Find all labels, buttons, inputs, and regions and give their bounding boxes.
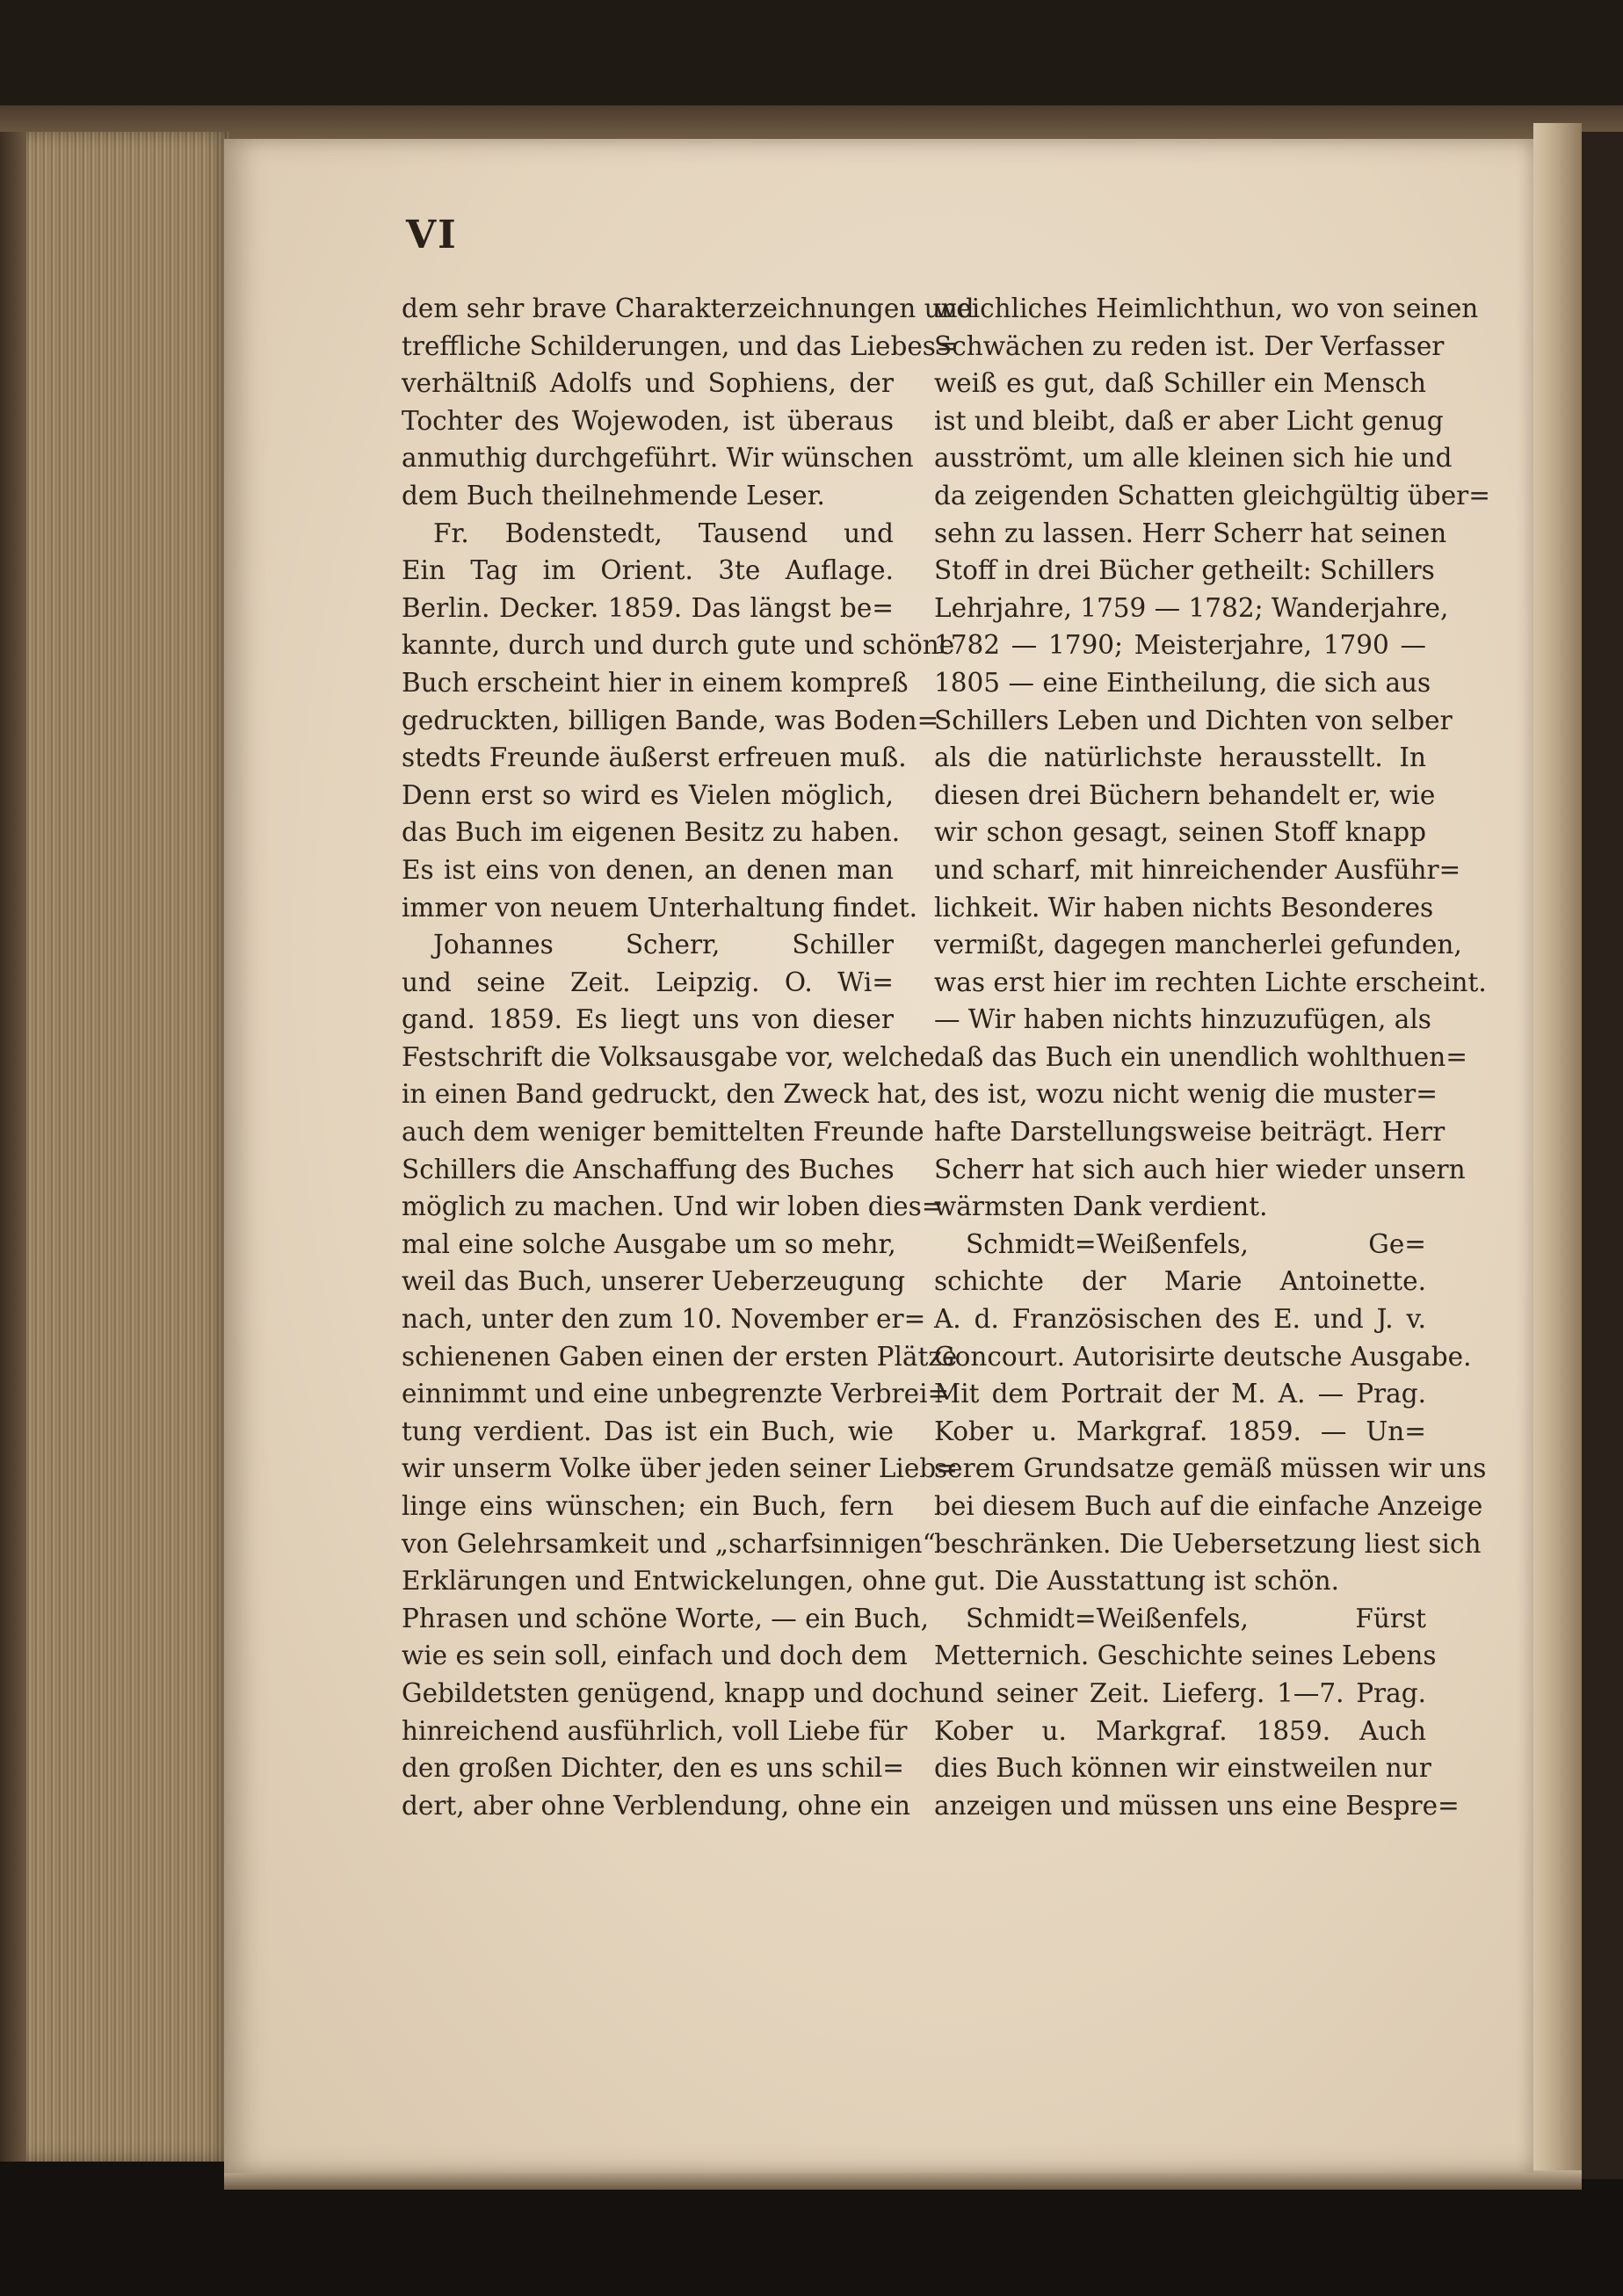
text-line: A. d. Französischen des E. und J. v.	[934, 1304, 1426, 1335]
text-line: immer von neuem Unterhaltung findet.	[402, 892, 918, 923]
text-line: Ein Tag im Orient. 3te Auflage.	[402, 555, 894, 586]
text-line: kannte, durch und durch gute und schöne	[402, 630, 955, 661]
text-line: sehn zu lassen. Herr Scherr hat seinen	[934, 518, 1447, 548]
text-line: da zeigenden Schatten gleichgültig über=	[934, 480, 1490, 511]
text-line: nach, unter den zum 10. November er=	[402, 1304, 926, 1335]
text-line: Schmidt=Weißenfels, Ge=	[966, 1228, 1426, 1259]
text-line: Schwächen zu reden ist. Der Verfasser	[934, 330, 1445, 361]
text-line: was erst hier im rechten Lichte erscheint.	[934, 967, 1487, 997]
text-line: Kober u. Markgraf. 1859. — Un=	[934, 1416, 1426, 1446]
text-line: hinreichend ausführlich, voll Liebe für	[402, 1715, 908, 1746]
text-line: auch dem weniger bemittelten Freunde	[402, 1117, 924, 1148]
text-line: Johannes Scherr, Schiller	[433, 930, 894, 960]
text-line: möglich zu machen. Und wir loben dies=	[402, 1191, 944, 1222]
text-line: Scherr hat sich auch hier wieder unsern	[934, 1154, 1466, 1184]
text-line: schienenen Gaben einen der ersten Plätze	[402, 1341, 958, 1372]
text-line: dem sehr brave Charakterzeichnungen und	[402, 293, 975, 323]
text-line: ausströmt, um alle kleinen sich hie und	[934, 443, 1453, 474]
right-page-stack	[1533, 123, 1582, 2179]
text-line: Schmidt=Weißenfels, Fürst	[966, 1603, 1426, 1633]
book-bottom-edge	[224, 2170, 1582, 2190]
text-line: Schillers die Anschaffung des Buches	[402, 1154, 895, 1184]
book-spine	[0, 132, 26, 2162]
text-line: vermißt, dagegen mancherlei gefunden,	[934, 930, 1462, 960]
text-line: und seiner Zeit. Lieferg. 1—7. Prag.	[934, 1677, 1426, 1708]
text-line: Metternich. Geschichte seines Lebens	[934, 1641, 1437, 1671]
text-line: weil das Buch, unserer Ueberzeugung	[402, 1266, 906, 1297]
text-line: anzeigen und müssen uns eine Bespre=	[934, 1790, 1460, 1821]
text-line: Berlin. Decker. 1859. Das längst be=	[402, 592, 894, 623]
text-line: schichte der Marie Antoinette.	[934, 1266, 1426, 1297]
text-line: lichkeit. Wir haben nichts Besonderes	[934, 892, 1434, 923]
right-column	[934, 290, 1490, 1824]
page-number: VI	[406, 213, 458, 257]
text-line: 1782 — 1790; Meisterjahre, 1790 —	[934, 630, 1426, 661]
text-line: in einen Band gedruckt, den Zweck hat,	[402, 1079, 928, 1110]
left-column	[402, 290, 975, 1824]
text-line: Stoff in drei Bücher getheilt: Schillers	[934, 555, 1435, 586]
text-line: Erklärungen und Entwickelungen, ohne	[402, 1566, 927, 1597]
text-line: von Gelehrsamkeit und „scharfsinnigen“	[402, 1528, 936, 1559]
text-line: weiß es gut, daß Schiller ein Mensch	[934, 368, 1426, 399]
text-line: den großen Dichter, den es uns schil=	[402, 1753, 904, 1784]
text-line: wie es sein soll, einfach und doch dem	[402, 1641, 908, 1671]
text-line: Phrasen und schöne Worte, — ein Buch,	[402, 1603, 929, 1633]
text-line: bei diesem Buch auf die einfache Anzeige	[934, 1491, 1483, 1521]
text-line: daß das Buch ein unendlich wohlthuen=	[934, 1041, 1467, 1072]
text-line: serem Grundsatze gemäß müssen wir uns	[934, 1453, 1487, 1484]
text-line: Lehrjahre, 1759 — 1782; Wanderjahre,	[934, 592, 1449, 623]
text-line: dem Buch theilnehmende Leser.	[402, 480, 825, 511]
text-line: dert, aber ohne Verblendung, ohne ein	[402, 1790, 910, 1821]
left-page-stack	[0, 132, 230, 2162]
text-line: wärmsten Dank verdient.	[934, 1191, 1268, 1222]
text-line: als die natürlichste herausstellt. In	[934, 742, 1426, 773]
text-line: Kober u. Markgraf. 1859. Auch	[934, 1715, 1426, 1746]
text-line: verhältniß Adolfs und Sophiens, der	[402, 368, 894, 399]
text-line: gedruckten, billigen Bande, was Boden=	[402, 705, 939, 735]
book-cover-right	[1582, 132, 1623, 2179]
text-line: gand. 1859. Es liegt uns von dieser	[402, 1004, 894, 1035]
text-line: Gebildetsten genügend, knapp und doch	[402, 1677, 936, 1708]
text-line: linge eins wünschen; ein Buch, fern	[402, 1491, 894, 1521]
text-line: und scharf, mit hinreichender Ausführ=	[934, 854, 1461, 885]
text-line: das Buch im eigenen Besitz zu haben.	[402, 817, 901, 848]
text-line: stedts Freunde äußerst erfreuen muß.	[402, 742, 907, 773]
text-line: 1805 — eine Eintheilung, die sich aus	[934, 667, 1431, 698]
text-line: mal eine solche Ausgabe um so mehr,	[402, 1228, 896, 1259]
text-line: tung verdient. Das ist ein Buch, wie	[402, 1416, 894, 1446]
text-line: Mit dem Portrait der M. A. — Prag.	[934, 1379, 1426, 1409]
text-line: treffliche Schilderungen, und das Liebes=	[402, 330, 958, 361]
text-line: Es ist eins von denen, an denen man	[402, 854, 894, 885]
text-line: einnimmt und eine unbegrenzte Verbrei=	[402, 1379, 950, 1409]
text-line: Goncourt. Autorisirte deutsche Ausgabe.	[934, 1341, 1472, 1372]
text-line: Fr. Bodenstedt, Tausend und	[433, 518, 894, 548]
text-line: — Wir haben nichts hinzuzufügen, als	[934, 1004, 1431, 1035]
text-line: Schillers Leben und Dichten von selber	[934, 705, 1453, 735]
text-line: des ist, wozu nicht wenig die muster=	[934, 1079, 1438, 1110]
text-line: Buch erscheint hier in einem kompreß	[402, 667, 909, 698]
text-line: dies Buch können wir einstweilen nur	[934, 1753, 1431, 1784]
text-line: gut. Die Ausstattung ist schön.	[934, 1566, 1340, 1597]
text-line: ist und bleibt, daß er aber Licht genug	[934, 405, 1444, 436]
text-line: beschränken. Die Uebersetzung liest sich	[934, 1528, 1482, 1559]
text-line: anmuthig durchgeführt. Wir wünschen	[402, 443, 914, 474]
text-line: und seine Zeit. Leipzig. O. Wi=	[402, 967, 894, 997]
text-line: hafte Darstellungsweise beiträgt. Herr	[934, 1117, 1445, 1148]
text-line: diesen drei Büchern behandelt er, wie	[934, 779, 1436, 810]
text-line: wir schon gesagt, seinen Stoff knapp	[934, 817, 1426, 848]
text-line: Festschrift die Volksausgabe vor, welche	[402, 1041, 935, 1072]
text-line: Denn erst so wird es Vielen möglich,	[402, 779, 894, 810]
text-line: wir unserm Volke über jeden seiner Lieb=	[402, 1453, 958, 1484]
text-line: Tochter des Wojewoden, ist überaus	[402, 405, 894, 436]
text-line: weichliches Heimlichthun, wo von seinen	[934, 293, 1479, 323]
